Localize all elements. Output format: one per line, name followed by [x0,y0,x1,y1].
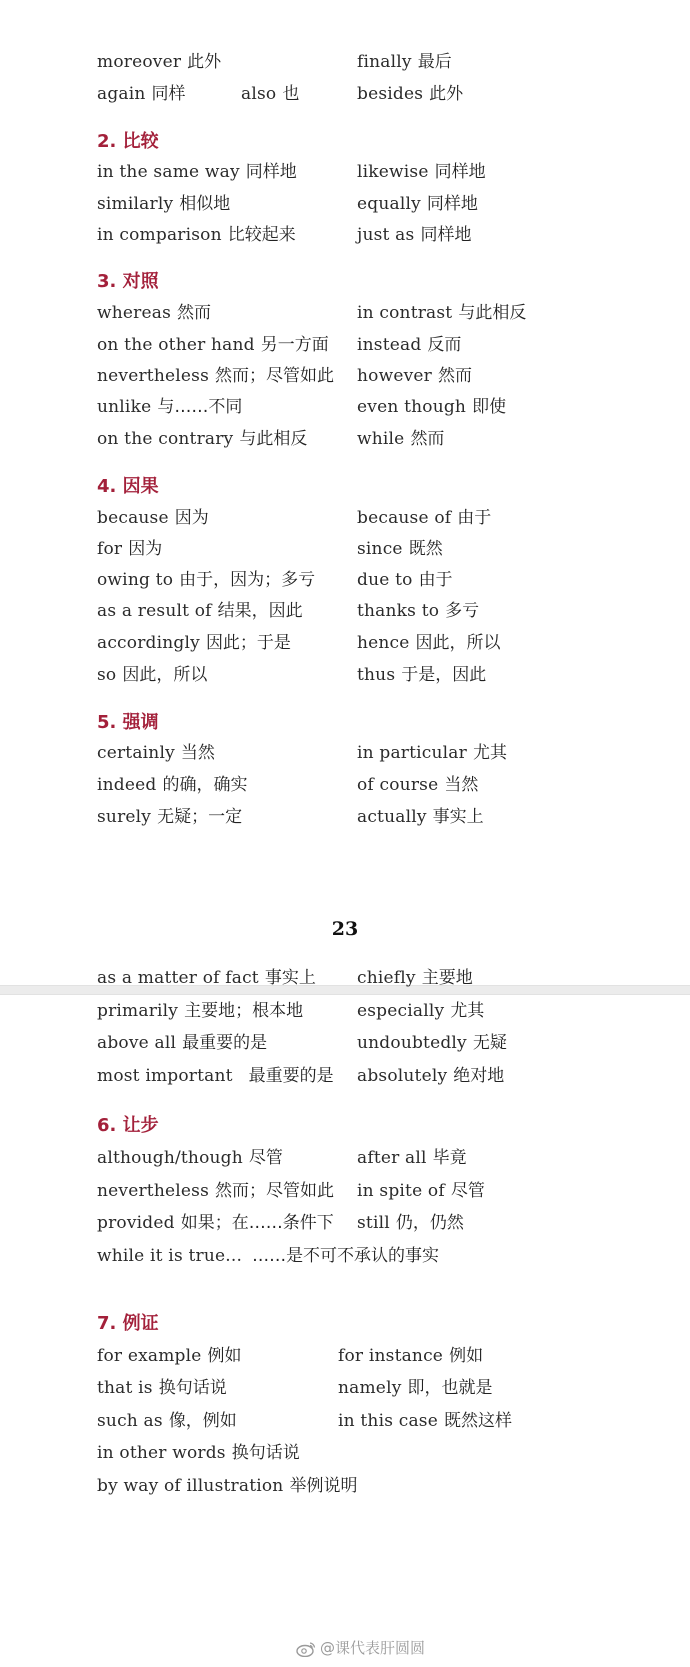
term-entry [97,1406,237,1436]
term-en: namely [338,1378,402,1398]
term-en: of course [357,775,439,795]
term-en: in the same way [97,162,240,182]
term-entry [357,1061,504,1091]
term-zh: 的确，确实 [162,775,248,795]
term-en: however [357,366,432,386]
term-entry [357,1208,464,1238]
term-entry [97,1176,334,1206]
term-zh: 例如 [207,1346,242,1366]
term-entry [357,298,526,328]
term-en: unlike [97,397,152,417]
section-heading: 4. 因果 [97,476,159,497]
watermark-text: @课代表肝圆圆 [320,1639,426,1657]
term-en: finally [357,52,412,72]
term-zh: 例如 [449,1346,484,1366]
term-zh: 此外 [187,52,222,72]
term-en: especially [357,1001,445,1021]
term-entry [357,738,507,768]
term-entry [357,392,506,422]
term-en: for example [97,1346,202,1366]
term-en: also [241,84,277,104]
term-zh: 反而 [427,335,462,355]
term-en: hence [357,633,410,653]
term-zh: 由于 [418,570,453,590]
term-entry [97,802,242,832]
term-zh: 因此，所以 [415,633,501,653]
term-zh: 毕竟 [432,1148,467,1168]
term-zh: 像，例如 [168,1411,237,1431]
term-en: equally [357,194,421,214]
term-en: actually [357,807,427,827]
term-entry [97,1341,242,1371]
term-entry [97,660,207,690]
term-en: most important [97,1066,233,1086]
term-en: although/though [97,1148,243,1168]
term-en: after all [357,1148,427,1168]
term-zh: 然而 [438,366,472,386]
term-entry [357,996,484,1026]
term-zh: 然而 [177,303,212,323]
section-heading: 5. 强调 [97,712,159,733]
term-entry [357,47,452,77]
term-zh: 即，也就是 [407,1378,493,1398]
term-zh: 当然 [444,775,479,795]
term-en: certainly [97,743,175,763]
term-zh: 尽管 [248,1148,283,1168]
term-en: that is [97,1378,153,1398]
term-zh: 既然这样 [443,1411,512,1431]
term-zh: 仍，仍然 [395,1213,464,1233]
term-en: by way of illustration [97,1476,284,1496]
term-entry [97,503,209,533]
term-entry [357,660,486,690]
term-zh: 即使 [472,397,507,417]
term-entry [97,628,291,658]
term-zh: ……是不可不承认的事实 [252,1246,440,1266]
term-zh: 然而；尽管如此 [215,1181,334,1201]
term-entry [357,503,491,533]
term-zh: 同样地 [426,194,478,214]
term-en: even though [357,397,467,417]
term-en: instead [357,335,422,355]
term-zh: 无疑；一定 [157,807,243,827]
term-entry [97,298,211,328]
term-en: on the contrary [97,429,234,449]
term-entry [97,392,242,422]
term-entry [357,79,463,109]
watermark [296,1636,425,1660]
term-entry [97,1028,267,1058]
term-zh: 因此，所以 [122,665,208,685]
term-en: again [97,84,146,104]
term-zh: 由于 [457,508,492,528]
term-zh: 事实上 [432,807,484,827]
term-en: thus [357,665,396,685]
term-en: moreover [97,52,182,72]
term-en: above all [97,1033,177,1053]
term-zh: 换句话说 [231,1443,300,1463]
term-entry [97,1373,227,1403]
term-zh: 绝对地 [453,1066,505,1086]
term-zh: 同样地 [434,162,486,182]
term-zh: 无疑 [472,1033,507,1053]
term-zh: 相似地 [179,194,231,214]
term-en: as a matter of fact [97,968,259,988]
term-en: because [97,508,169,528]
term-en: while it is true... [97,1246,243,1266]
term-entry [357,534,443,564]
term-zh: 当然 [180,743,215,763]
term-entry [357,424,444,454]
weibo-icon [296,1641,316,1657]
term-en: absolutely [357,1066,448,1086]
term-en: due to [357,570,413,590]
term-zh: 也 [282,84,300,104]
term-entry [357,565,453,595]
term-entry [97,596,303,626]
term-entry [357,770,478,800]
term-entry [97,1471,357,1501]
term-zh: 事实上 [264,968,316,988]
section-heading: 2. 比较 [97,131,159,152]
term-zh: 如果；在……条件下 [180,1213,334,1233]
term-zh: 尤其 [450,1001,485,1021]
term-entry [97,79,186,109]
term-entry [357,220,471,250]
term-entry [357,802,484,832]
term-en: for [97,539,123,559]
term-zh: 与此相反 [458,303,527,323]
term-en: so [97,665,117,685]
term-zh: 因此；于是 [205,633,291,653]
term-zh: 于是，因此 [401,665,487,685]
term-en: surely [97,807,152,827]
term-zh: 既然 [408,539,443,559]
term-en: on the other hand [97,335,255,355]
term-zh: 同样地 [420,225,472,245]
term-entry [97,996,303,1026]
term-zh: 结果，因此 [217,601,303,621]
term-entry [97,534,162,564]
term-en: in particular [357,743,467,763]
term-en: nevertheless [97,1181,209,1201]
term-entry [338,1373,493,1403]
term-en: still [357,1213,390,1233]
term-en: similarly [97,194,174,214]
term-zh: 换句话说 [158,1378,227,1398]
term-en: in comparison [97,225,222,245]
term-entry [97,1061,334,1091]
term-entry [97,565,315,595]
term-en: thanks to [357,601,440,621]
term-zh: 此外 [429,84,464,104]
term-en: as a result of [97,601,212,621]
section-heading: 6. 让步 [97,1115,159,1136]
term-en: undoubtedly [357,1033,467,1053]
term-en: likewise [357,162,429,182]
term-zh: 与……不同 [157,397,243,417]
term-entry [97,963,316,993]
term-en: just as [357,225,415,245]
page-number: 23 [331,918,359,940]
term-entry [357,330,461,360]
term-en: while [357,429,405,449]
term-zh: 因为 [128,539,163,559]
term-en: primarily [97,1001,179,1021]
term-en: since [357,539,403,559]
term-entry [357,963,473,993]
term-en: because of [357,508,452,528]
term-zh: 多亏 [445,601,480,621]
term-entry [357,596,479,626]
term-entry [97,424,307,454]
term-en: in other words [97,1443,226,1463]
term-entry [97,1143,283,1173]
term-en: owing to [97,570,174,590]
term-zh: 然而 [410,429,445,449]
term-entry [97,361,334,391]
term-entry [357,1143,467,1173]
term-zh: 然而；尽管如此 [215,366,334,386]
term-en: such as [97,1411,163,1431]
term-zh: 主要地 [421,968,473,988]
term-entry [338,1341,483,1371]
term-entry [97,770,247,800]
term-entry [338,1406,512,1436]
term-zh: 主要地；根本地 [184,1001,304,1021]
term-entry [357,189,478,219]
term-en: whereas [97,303,172,323]
term-entry [97,157,297,187]
term-zh: 同样地 [245,162,297,182]
term-entry [357,1028,507,1058]
term-entry [357,361,472,391]
term-entry [97,189,230,219]
term-en: accordingly [97,633,200,653]
term-en: for instance [338,1346,444,1366]
section-heading: 7. 例证 [97,1313,159,1334]
term-entry [241,79,299,109]
term-zh: 因为 [174,508,209,528]
term-entry [97,1208,334,1238]
term-entry [97,738,215,768]
term-entry [357,157,486,187]
term-entry [97,1438,300,1468]
term-zh: 另一方面 [260,335,329,355]
term-en: provided [97,1213,175,1233]
term-entry [357,628,501,658]
term-en: in contrast [357,303,453,323]
term-zh: 尤其 [472,743,507,763]
term-zh: 尽管 [450,1181,485,1201]
term-en: nevertheless [97,366,209,386]
term-en: chiefly [357,968,416,988]
term-entry [97,47,221,77]
term-en: in spite of [357,1181,445,1201]
term-zh: 最后 [417,52,452,72]
term-zh: 举例说明 [289,1476,358,1496]
term-zh: 同样 [151,84,186,104]
term-entry [97,220,296,250]
term-zh: 最重要的是 [182,1033,268,1053]
term-zh: 由于，因为；多亏 [179,570,316,590]
term-en: in this case [338,1411,438,1431]
term-entry [97,1241,439,1271]
term-zh: 比较起来 [227,225,296,245]
term-en: besides [357,84,424,104]
term-zh: 与此相反 [239,429,308,449]
term-entry [357,1176,485,1206]
term-zh: 最重要的是 [248,1066,334,1086]
section-heading: 3. 对照 [97,271,159,292]
term-entry [97,330,329,360]
term-en: indeed [97,775,157,795]
